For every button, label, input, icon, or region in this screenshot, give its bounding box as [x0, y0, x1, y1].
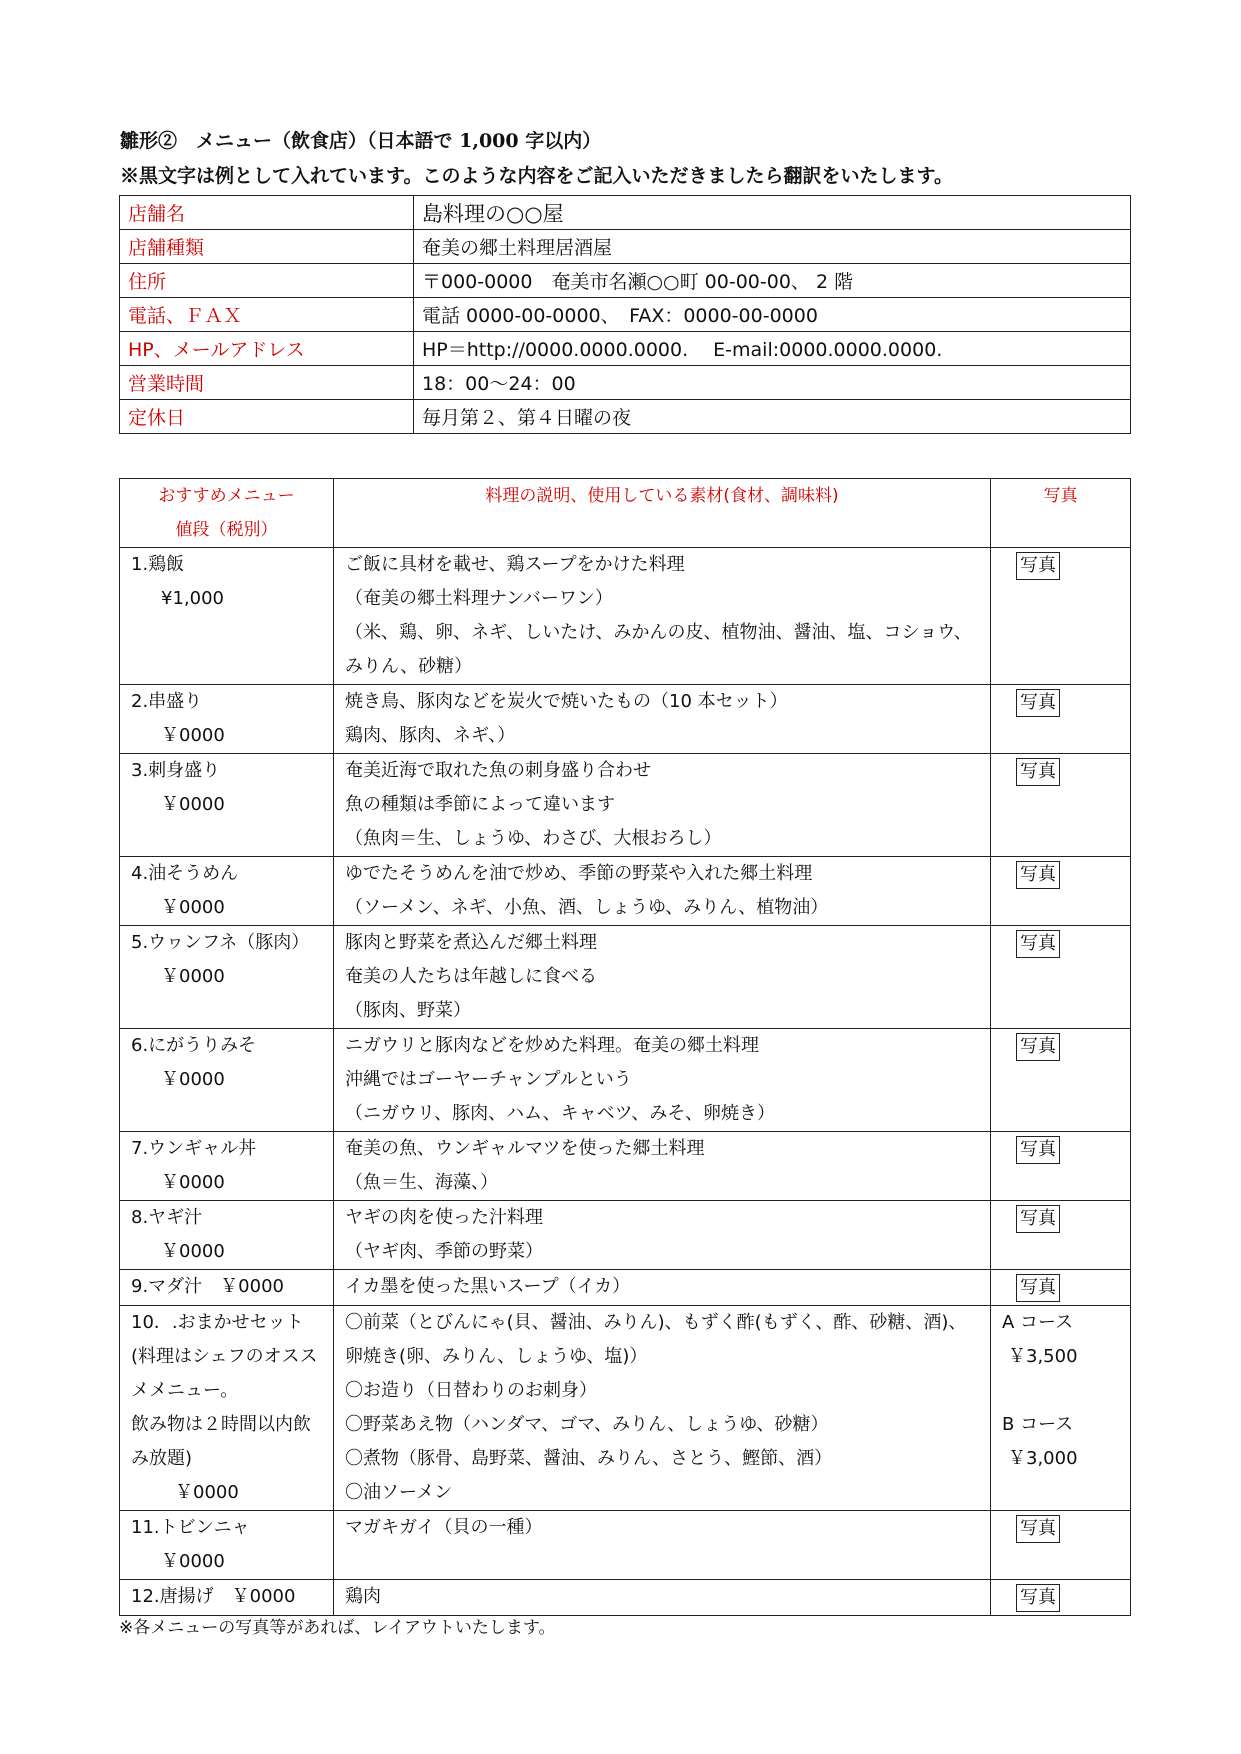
menu-description-line: （ニガウリ、豚肉、ハム、キャベツ、みそ、卵焼き）	[345, 1103, 776, 1124]
menu-item-price: ￥0000	[161, 1172, 225, 1193]
menu-item-cell	[120, 1306, 334, 1511]
menu-item-name: 3.刺身盛り	[131, 760, 221, 781]
photo-placeholder[interactable]: 写真	[1016, 861, 1060, 889]
menu-description-line: 〇煮物（豚骨、島野菜、醤油、みりん、さとう、鰹節、酒）	[345, 1448, 833, 1469]
info-value: 奄美の郷土料理居酒屋	[414, 230, 1131, 264]
menu-row	[120, 926, 1131, 1029]
info-label: 店舗種類	[120, 230, 414, 264]
info-value: 〒000-0000 奄美市名瀬○○町 00-00-00、 2 階	[414, 264, 1131, 298]
menu-item-cell	[120, 926, 334, 1029]
menu-row	[120, 1029, 1131, 1132]
menu-photo-cell	[991, 857, 1131, 926]
menu-description-line: 〇野菜あえ物（ハンダマ、ゴマ、みりん、しょうゆ、砂糖）	[345, 1414, 829, 1435]
menu-description-line: （ソーメン、ネギ、小魚、酒、しょうゆ、みりん、植物油）	[345, 897, 829, 918]
menu-description-line: （ヤギ肉、季節の野菜）	[345, 1241, 543, 1262]
menu-item-cell	[120, 1029, 334, 1132]
menu-photo-cell	[991, 1580, 1131, 1616]
menu-description-line: ゆでたそうめんを油で炒め、季節の野菜や入れた郷土料理	[345, 863, 813, 884]
menu-item-price: ￥0000	[161, 794, 225, 815]
menu-description-line: （魚＝生、海藻、）	[345, 1172, 498, 1193]
menu-description-cell	[334, 926, 991, 1029]
info-value: 島料理の○○屋	[414, 196, 1131, 230]
menu-item-name: 12.唐揚げ ￥0000	[131, 1586, 296, 1607]
menu-description-cell	[334, 754, 991, 857]
menu-item-cell	[120, 1270, 334, 1306]
course-name: A コース	[1002, 1312, 1074, 1333]
menu-description-line: 奄美の人たちは年越しに食べる	[345, 966, 597, 987]
menu-photo-cell	[991, 754, 1131, 857]
menu-description-cell	[334, 1511, 991, 1580]
menu-item-name: 4.油そうめん	[131, 863, 239, 884]
info-row-phone-fax	[120, 298, 1131, 332]
store-info-table	[119, 195, 1131, 434]
info-value: 電話 0000-00-0000、 FAX：0000-00-0000	[414, 298, 1131, 332]
menu-description-cell	[334, 1580, 991, 1616]
course-name: B コース	[1002, 1414, 1074, 1435]
menu-photo-cell	[991, 1270, 1131, 1306]
photo-placeholder[interactable]: 写真	[1016, 1274, 1060, 1302]
menu-header-row	[120, 479, 1131, 548]
menu-photo-cell	[991, 1511, 1131, 1580]
menu-description-line: マガキガイ（貝の一種）	[345, 1517, 543, 1538]
menu-row	[120, 857, 1131, 926]
info-value: HP＝http://0000.0000.0000. E-mail:0000.0000.0000.	[414, 332, 1131, 366]
menu-description-cell	[334, 1029, 991, 1132]
menu-description-cell	[334, 1201, 991, 1270]
menu-item-cell	[120, 1511, 334, 1580]
menu-description-cell	[334, 548, 991, 685]
menu-description-line: 奄美近海で取れた魚の刺身盛り合わせ	[345, 760, 651, 781]
header-price-label: 値段（税別）	[175, 520, 278, 540]
menu-row	[120, 1511, 1131, 1580]
menu-photo-cell	[991, 1029, 1131, 1132]
photo-placeholder[interactable]: 写真	[1016, 1515, 1060, 1543]
menu-description-line: 鶏肉、豚肉、ネギ、）	[345, 725, 516, 746]
menu-description-line: 豚肉と野菜を煮込んだ郷土料理	[345, 932, 597, 953]
info-label: 住所	[120, 264, 414, 298]
info-label: 店舗名	[120, 196, 414, 230]
info-label: HP、メールアドレス	[120, 332, 414, 366]
menu-description-cell	[334, 685, 991, 754]
menu-item-name: 2.串盛り	[131, 691, 203, 712]
menu-item-price: ￥0000	[161, 897, 225, 918]
menu-item-price: ￥0000	[161, 1069, 225, 1090]
photo-placeholder[interactable]: 写真	[1016, 758, 1060, 786]
menu-description-line: 〇お造り（日替わりのお刺身）	[345, 1380, 597, 1401]
menu-row	[120, 1306, 1131, 1511]
menu-item-cell	[120, 1580, 334, 1616]
info-row-store-name	[120, 196, 1131, 230]
menu-row	[120, 1580, 1131, 1616]
menu-description-line: ヤギの肉を使った汁料理	[345, 1207, 543, 1228]
header-menu-price	[120, 479, 334, 548]
menu-item-cell	[120, 754, 334, 857]
menu-item-name: 7.ウンギャル丼	[131, 1138, 257, 1159]
menu-item-price: ￥0000	[161, 966, 225, 987]
menu-row	[120, 1270, 1131, 1306]
menu-item-note: 飲み物は２時間以内飲み放題)	[131, 1414, 311, 1469]
menu-item-name: 5.ウヮンフネ（豚肉）	[131, 932, 310, 953]
menu-photo-cell	[991, 685, 1131, 754]
info-label: 電話、ＦＡＸ	[120, 298, 414, 332]
info-row-address	[120, 264, 1131, 298]
menu-item-name: 6.にがうりみそ	[131, 1035, 257, 1056]
menu-item-price: ￥0000	[161, 1241, 225, 1262]
menu-description-line: イカ墨を使った黒いスープ（イカ）	[345, 1276, 631, 1297]
header-description: 料理の説明、使用している素材(食材、調味料)	[334, 479, 991, 548]
menu-row	[120, 548, 1131, 685]
instruction-note: ※黒文字は例として入れています。このような内容をご記入いただきましたら翻訳をいたします。	[120, 165, 953, 187]
menu-photo-cell	[991, 1201, 1131, 1270]
menu-row	[120, 754, 1131, 857]
menu-item-note: (料理はシェフのオススメメニュー。	[131, 1346, 318, 1401]
menu-description-cell	[334, 1132, 991, 1201]
course-price: ￥3,500	[1008, 1346, 1078, 1367]
menu-row	[120, 685, 1131, 754]
menu-description-line: 鶏肉	[345, 1586, 381, 1607]
photo-placeholder[interactable]: 写真	[1016, 1205, 1060, 1233]
info-row-closed	[120, 400, 1131, 434]
photo-placeholder[interactable]: 写真	[1016, 930, 1060, 958]
menu-photo-cell	[991, 926, 1131, 1029]
menu-item-cell	[120, 548, 334, 685]
menu-description-line: （米、鶏、卵、ネギ、しいたけ、みかんの皮、植物油、醤油、塩、コショウ、みりん、砂糖）	[345, 622, 972, 677]
info-label: 定休日	[120, 400, 414, 434]
menu-photo-cell	[991, 548, 1131, 685]
menu-item-cell	[120, 1201, 334, 1270]
menu-description-line: 沖縄ではゴーヤーチャンプルという	[345, 1069, 632, 1090]
menu-item-name: 9.マダ汁 ￥0000	[131, 1276, 284, 1297]
menu-item-cell	[120, 1132, 334, 1201]
menu-item-price: ¥1,000	[161, 588, 224, 609]
menu-item-price: ￥0000	[161, 725, 225, 746]
menu-description-line: 魚の種類は季節によって違います	[345, 794, 615, 815]
menu-description-line: （奄美の郷土料理ナンバーワン）	[345, 588, 613, 609]
header-menu-label: おすすめメニュー	[158, 486, 295, 506]
menu-description-line: （魚肉＝生、しょうゆ、わさび、大根おろし）	[345, 828, 722, 849]
menu-item-price: ￥0000	[175, 1482, 239, 1503]
menu-item-cell	[120, 685, 334, 754]
menu-item-name: 10．.おまかせセット	[131, 1312, 304, 1333]
menu-item-name: 8.ヤギ汁	[131, 1207, 203, 1228]
menu-item-name: 1.鶏飯	[131, 554, 185, 575]
photo-placeholder[interactable]: 写真	[1016, 1584, 1060, 1612]
info-label: 営業時間	[120, 366, 414, 400]
menu-photo-cell	[991, 1132, 1131, 1201]
photo-placeholder[interactable]: 写真	[1016, 1033, 1060, 1061]
photo-placeholder[interactable]: 写真	[1016, 552, 1060, 580]
menu-description-cell	[334, 857, 991, 926]
footnote: ※各メニューの写真等があれば、レイアウトいたします。	[119, 1618, 556, 1638]
course-spacer	[1002, 1374, 1119, 1408]
menu-table	[119, 478, 1131, 1616]
page-title: 雛形② メニュー（飲食店）（日本語で 1,000 字以内）	[120, 130, 602, 152]
menu-photo-cell	[991, 1306, 1131, 1511]
menu-description-line: 〇油ソーメン	[345, 1482, 453, 1503]
photo-placeholder[interactable]: 写真	[1016, 689, 1060, 717]
menu-description-line: 奄美の魚、ウンギャルマツを使った郷土料理	[345, 1138, 705, 1159]
menu-description-line: ご飯に具材を載せ、鶏スープをかけた料理	[345, 554, 685, 575]
header-photo: 写真	[991, 479, 1131, 548]
menu-item-price: ￥0000	[161, 1551, 225, 1572]
info-row-hours	[120, 366, 1131, 400]
menu-item-cell	[120, 857, 334, 926]
menu-item-name: 11.トビンニャ	[131, 1517, 250, 1538]
menu-row	[120, 1132, 1131, 1201]
menu-description-cell	[334, 1306, 991, 1511]
info-row-store-type	[120, 230, 1131, 264]
info-value: 18：00～24：00	[414, 366, 1131, 400]
menu-row	[120, 1201, 1131, 1270]
info-value: 毎月第２、第４日曜の夜	[414, 400, 1131, 434]
photo-placeholder[interactable]: 写真	[1016, 1136, 1060, 1164]
menu-description-cell	[334, 1270, 991, 1306]
menu-description-line: （豚肉、野菜）	[345, 1000, 471, 1021]
menu-description-line: 〇前菜（とびんにゃ(貝、醤油、みりん)、もずく酢(もずく、酢、砂糖、酒)、卵焼き(卵、みりん、しょうゆ、塩)）	[345, 1312, 967, 1367]
course-price: ￥3,000	[1008, 1448, 1078, 1469]
info-row-hp-email	[120, 332, 1131, 366]
menu-description-line: 焼き鳥、豚肉などを炭火で焼いたもの（10 本セット）	[345, 691, 788, 712]
menu-description-line: ニガウリと豚肉などを炒めた料理。奄美の郷土料理	[345, 1035, 759, 1056]
